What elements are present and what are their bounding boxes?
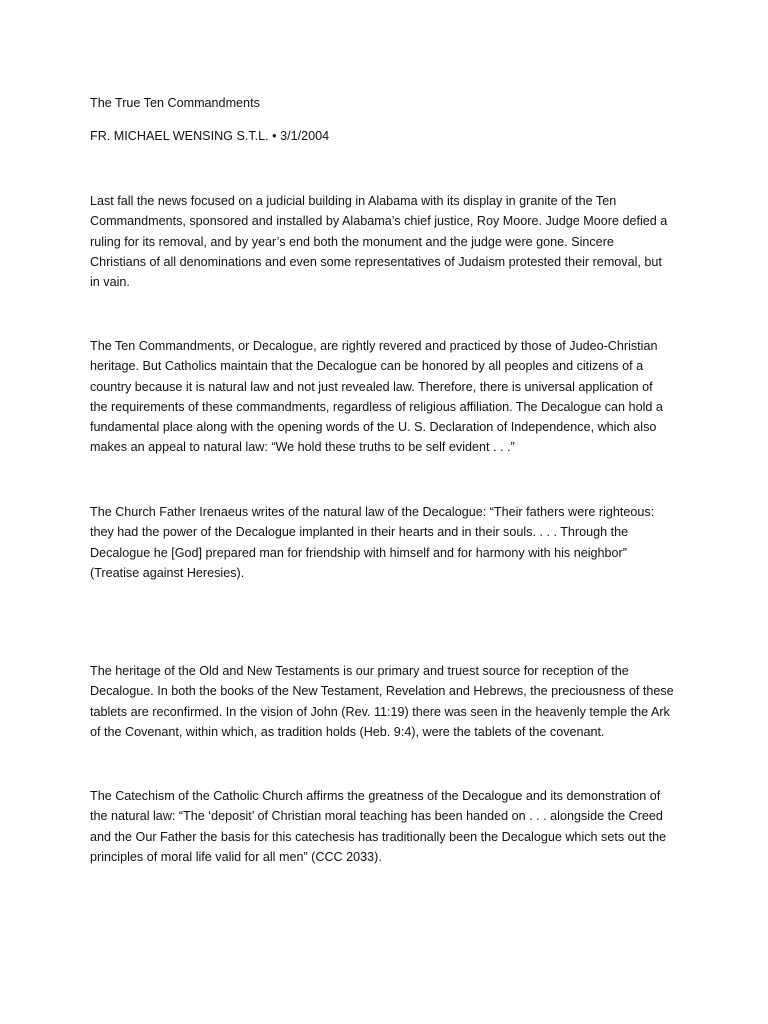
paragraph-line: principles of moral life valid for all men” (CCC 2033). [90, 849, 382, 864]
paragraph-line: country because it is natural law and not just revealed law. Therefore, there is universal application of [90, 379, 653, 394]
paragraph-line: The Church Father Irenaeus writes of the natural law of the Decalogue: “Their fathers were righteous: [90, 505, 655, 519]
paragraph-line: tablets are reconfirmed. In the vision of John (Rev. 11:19) there was seen in the heavenly temple the Ark [90, 704, 670, 719]
paragraph-line: Last fall the news focused on a judicial building in Alabama with its display in granite of the Ten [90, 194, 617, 208]
paragraph-line: makes an appeal to natural law: “We hold these truths to be self evident . . .” [90, 440, 515, 455]
paragraph-line: the natural law: “The ‘deposit’ of Christian moral teaching has been handed on . . . alongside the Creed [90, 809, 663, 824]
paragraph-2 [90, 336, 680, 458]
paragraph-line: of the Covenant, within which, as tradition holds (Heb. 9:4), were the tablets of the covenant. [90, 724, 605, 739]
paragraph-line: fundamental place along with the opening words of the U. S. Declaration of Independence, which also [90, 420, 657, 435]
paragraph-line: the requirements of these commandments, regardless of religious affiliation. The Decalogue can hold a [90, 399, 663, 414]
paragraph-line: Decalogue he [God] prepared man for friendship with himself and for harmony with his neighbor” [90, 545, 627, 560]
paragraph-line: Christians of all denominations and even some representatives of Judaism protested their removal, but [90, 254, 662, 269]
paragraph-line: they had the power of the Decalogue implanted in their hearts and in their souls. . . . Through the [90, 525, 629, 540]
paragraph-1 [90, 191, 680, 292]
paragraph-line: (Treatise against Heresies). [90, 565, 245, 580]
paragraph-line: Commandments, sponsored and installed by Alabama’s chief justice, Roy Moore. Judge Moore defied a [90, 214, 668, 229]
paragraph-line: The heritage of the Old and New Testaments is our primary and truest source for reception of the [90, 664, 629, 678]
document-title: The True Ten Commandments [90, 96, 260, 110]
document-byline: FR. MICHAEL WENSING S.T.L. • 3/1/2004 [90, 129, 330, 143]
paragraph-line: The Ten Commandments, or Decalogue, are rightly revered and practiced by those of Judeo-Christian [90, 339, 658, 353]
paragraph-line: in vain. [90, 275, 130, 290]
paragraph-3 [90, 502, 680, 583]
paragraph-line: The Catechism of the Catholic Church affirms the greatness of the Decalogue and its demonstration of [90, 789, 661, 803]
paragraph-line: and the Our Father the basis for this catechesis has traditionally been the Decalogue which sets out the [90, 829, 667, 844]
paragraph-line: ruling for its removal, and by year’s end both the monument and the judge were gone. Sincere [90, 234, 614, 249]
paragraph-line: Decalogue. In both the books of the New Testament, Revelation and Hebrews, the preciousness of these [90, 684, 674, 699]
paragraph-4 [90, 661, 680, 742]
paragraph-5 [90, 786, 680, 867]
paragraph-line: heritage. But Catholics maintain that the Decalogue can be honored by all peoples and citizens of a [90, 359, 644, 374]
